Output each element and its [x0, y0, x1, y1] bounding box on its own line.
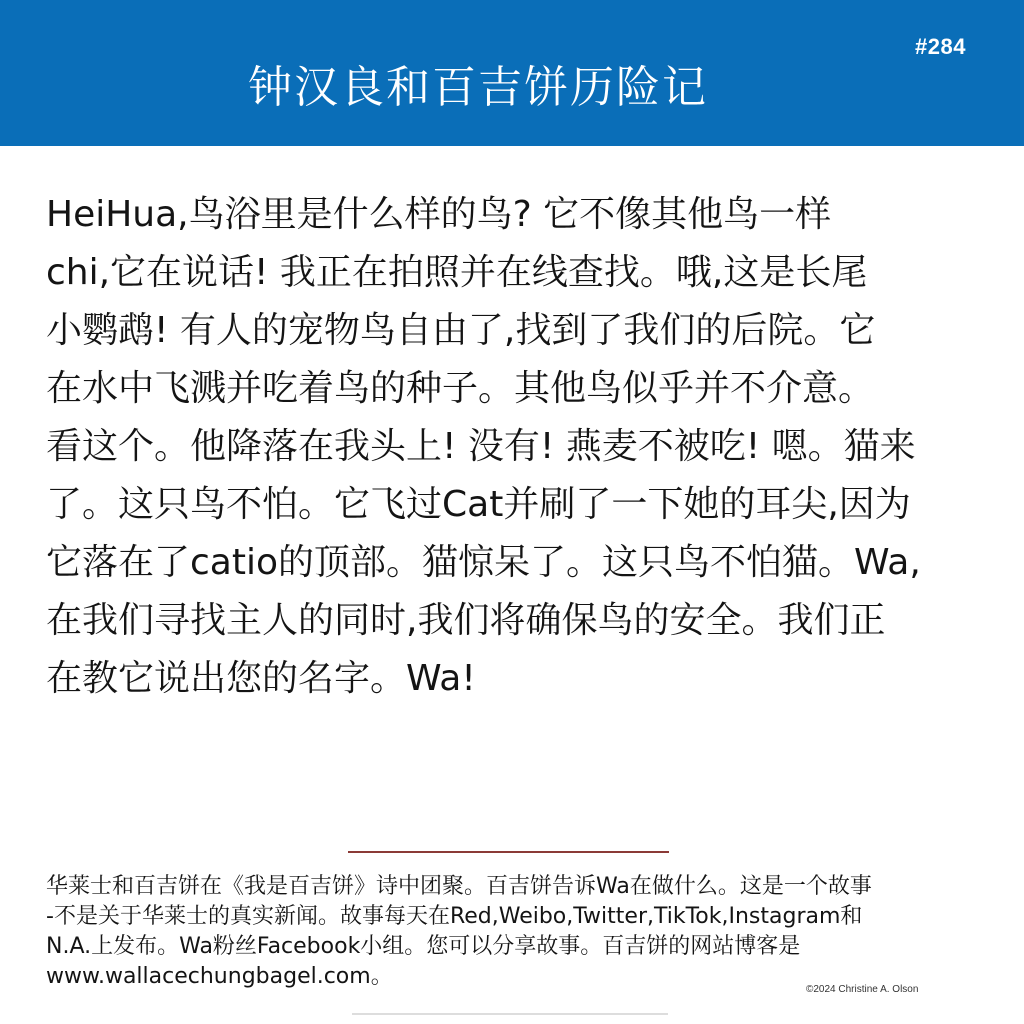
story-line: 小鹦鹉! 有人的宠物鸟自由了,找到了我们的后院。它	[46, 310, 876, 351]
footer-line: www.wallacechungbagel.com。	[46, 964, 393, 989]
story-text	[46, 186, 986, 708]
story-line: HeiHua,鸟浴里是什么样的鸟? 它不像其他鸟一样	[46, 194, 832, 235]
story-line: 它落在了catio的顶部。猫惊呆了。这只鸟不怕猫。Wa,	[46, 542, 921, 583]
story-line: 在水中飞溅并吃着鸟的种子。其他鸟似乎并不介意。	[46, 368, 875, 409]
story-line: 在我们寻找主人的同时,我们将确保鸟的安全。我们正	[46, 600, 886, 641]
copyright-notice: ©2024 Christine A. Olson	[806, 984, 919, 995]
footer-line: -不是关于华莱士的真实新闻。故事每天在Red,Weibo,Twitter,TikTok,Instagram和	[46, 904, 863, 929]
issue-number: #284	[915, 34, 966, 59]
story-line: 在教它说出您的名字。Wa!	[46, 658, 476, 699]
bottom-rule	[352, 1013, 668, 1015]
section-divider	[348, 851, 669, 853]
footer-note	[46, 872, 986, 992]
story-line: 看这个。他降落在我头上! 没有! 燕麦不被吃! 嗯。猫来	[46, 426, 916, 467]
footer-line: N.A.上发布。Wa粉丝Facebook小组。您可以分享故事。百吉饼的网站博客是	[46, 934, 801, 959]
story-line: chi,它在说话! 我正在拍照并在线查找。哦,这是长尾	[46, 252, 868, 293]
story-line: 了。这只鸟不怕。它飞过Cat并刷了一下她的耳尖,因为	[46, 484, 911, 525]
page-title: 钟汉良和百吉饼历险记	[248, 62, 708, 113]
footer-line: 华莱士和百吉饼在《我是百吉饼》诗中团聚。百吉饼告诉Wa在做什么。这是一个故事	[46, 874, 872, 899]
header-banner	[0, 0, 1024, 146]
